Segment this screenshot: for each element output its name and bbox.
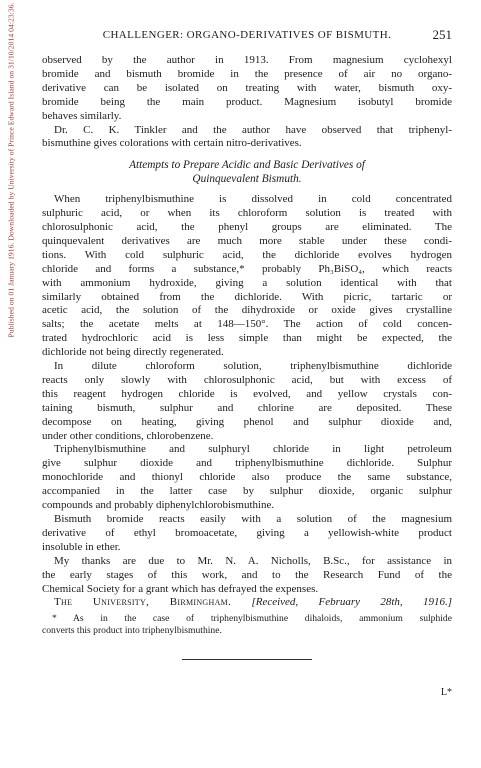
download-watermark — [6, 2, 16, 338]
text-line: My thanks are due to Mr. N. A. Nicholls, B.Sc., for assistance in — [54, 554, 452, 567]
page-number: 251 — [432, 27, 452, 42]
text-line: the early stages of this work, and to the Research Fund of the — [42, 568, 452, 581]
received-date: [Received, February 28th, 1916.] — [251, 596, 453, 609]
text-line: chlorosulphonic acid, the phenyl groups are eliminated. The — [42, 220, 452, 233]
text-line: this reagent hydrogen chloride is evolved, and yellow crystals con- — [42, 387, 452, 400]
text-line: In dilute chloroform solution, triphenylbismuthine dichloride — [54, 360, 452, 373]
journal-page — [42, 27, 453, 698]
text-line: bismuthine gives colorations with certain nitro-derivatives. — [42, 137, 302, 150]
text-line: Chemical Society for a grant which has defrayed the expenses. — [42, 582, 319, 595]
text-line: When triphenylbismuthine is dissolved in cold concentrated — [54, 193, 452, 206]
text-line: derivative of ethyl bromoacetate, giving a yellowish-white product — [42, 526, 452, 539]
paragraph-7 — [42, 555, 452, 597]
footnote-line: * As in the case of triphenylbismuthine dihaloids, ammonium sulphide — [52, 613, 452, 625]
download-watermark-text: Published on 01 January 1916. Downloaded by University of Prince Edward Island on 31/10/2014 04:23:36. — [6, 2, 16, 338]
text-line: under other conditions, chlorobenzene. — [42, 429, 214, 442]
paragraph-6 — [42, 513, 452, 555]
text-line: accompanied in the latter case by sulphur dioxide, organic sulphur — [42, 485, 452, 498]
text-line: reacts only slowly with chlorosulphonic acid, but with excess of — [42, 373, 452, 386]
text-line: Triphenylbismuthine and sulphuryl chloride in light petroleum — [54, 443, 452, 456]
signature-mark: L* — [440, 687, 452, 698]
text-line: with ammonium hydroxide, giving a solution identical with that — [42, 276, 452, 289]
text-line: behaves similarly. — [42, 109, 122, 122]
heading-line: Attempts to Prepare Acidic and Basic Derivatives of — [129, 159, 365, 172]
paragraph-4 — [42, 360, 452, 443]
text-line: give sulphur dioxide and triphenylbismuthine dichloride. Sulphur — [42, 457, 452, 470]
text-line: derivative can be isolated on treating with water, bismuth oxy- — [42, 81, 452, 94]
affiliation: The University, Birmingham. — [54, 596, 232, 609]
text-line: bromide being the main product. Magnesium isobutyl bromide — [42, 95, 452, 108]
text-line: trated hydrochloric acid is less simple than might be expected, the — [42, 332, 452, 345]
text-line: observed by the author in 1913. From magnesium cyclohexyl — [42, 54, 452, 66]
article-body — [42, 54, 452, 660]
text-line: decompose on heating, giving phenol and sulphur dioxide and, — [42, 415, 452, 428]
text-line: sulphuric acid, or when its chloroform solution is treated with — [42, 207, 452, 220]
text-line: quinquevalent derivatives are much more stable under these condi- — [42, 234, 452, 247]
text-line: Bismuth bromide reacts easily with a solution of the magnesium — [54, 513, 452, 525]
text-line: insoluble in ether. — [42, 540, 121, 553]
text-line: chloride and forms a substance,* probably Ph₃BiSO₄, which reacts — [42, 262, 452, 275]
text-line: similarly obtained from the dichloride. With picric, tartaric or — [42, 290, 452, 303]
text-line: bromide and bismuth bromide in the presence of air no organo- — [42, 67, 452, 80]
text-line: acetic acid, the solution of the dihydroxide or oxide gives crystalline — [42, 304, 452, 317]
text-line: dichloride not being directly regenerated. — [42, 346, 224, 359]
footnote-line: converts this product into triphenylbismuthine. — [42, 625, 222, 637]
dateline — [42, 596, 452, 610]
text-line: monochloride and thionyl chloride also produce the same substance, — [42, 471, 452, 484]
text-line: taining bismuth, sulphur and chlorine are deposited. These — [42, 401, 452, 414]
paragraph-2 — [42, 124, 452, 152]
text-line: tions. With cold sulphuric acid, the dichloride evolves hydrogen — [42, 248, 452, 261]
running-title: CHALLENGER: ORGANO-DERIVATIVES OF BISMUTH. — [102, 29, 392, 41]
paragraph-1 — [42, 54, 452, 124]
text-line: Dr. C. K. Tinkler and the author have observed that triphenyl- — [54, 123, 452, 136]
page-header — [42, 28, 452, 44]
paragraph-3 — [42, 193, 452, 360]
footnote — [42, 613, 452, 637]
text-line: compounds and probably diphenylchlorobismuthine. — [42, 499, 275, 512]
paragraph-5 — [42, 443, 452, 513]
section-heading — [42, 159, 452, 187]
divider-rule — [182, 659, 312, 660]
heading-line: Quinquevalent Bismuth. — [192, 173, 302, 186]
text-line: salts; the acetate melts at 148—150°. The action of cold concen- — [42, 318, 452, 331]
